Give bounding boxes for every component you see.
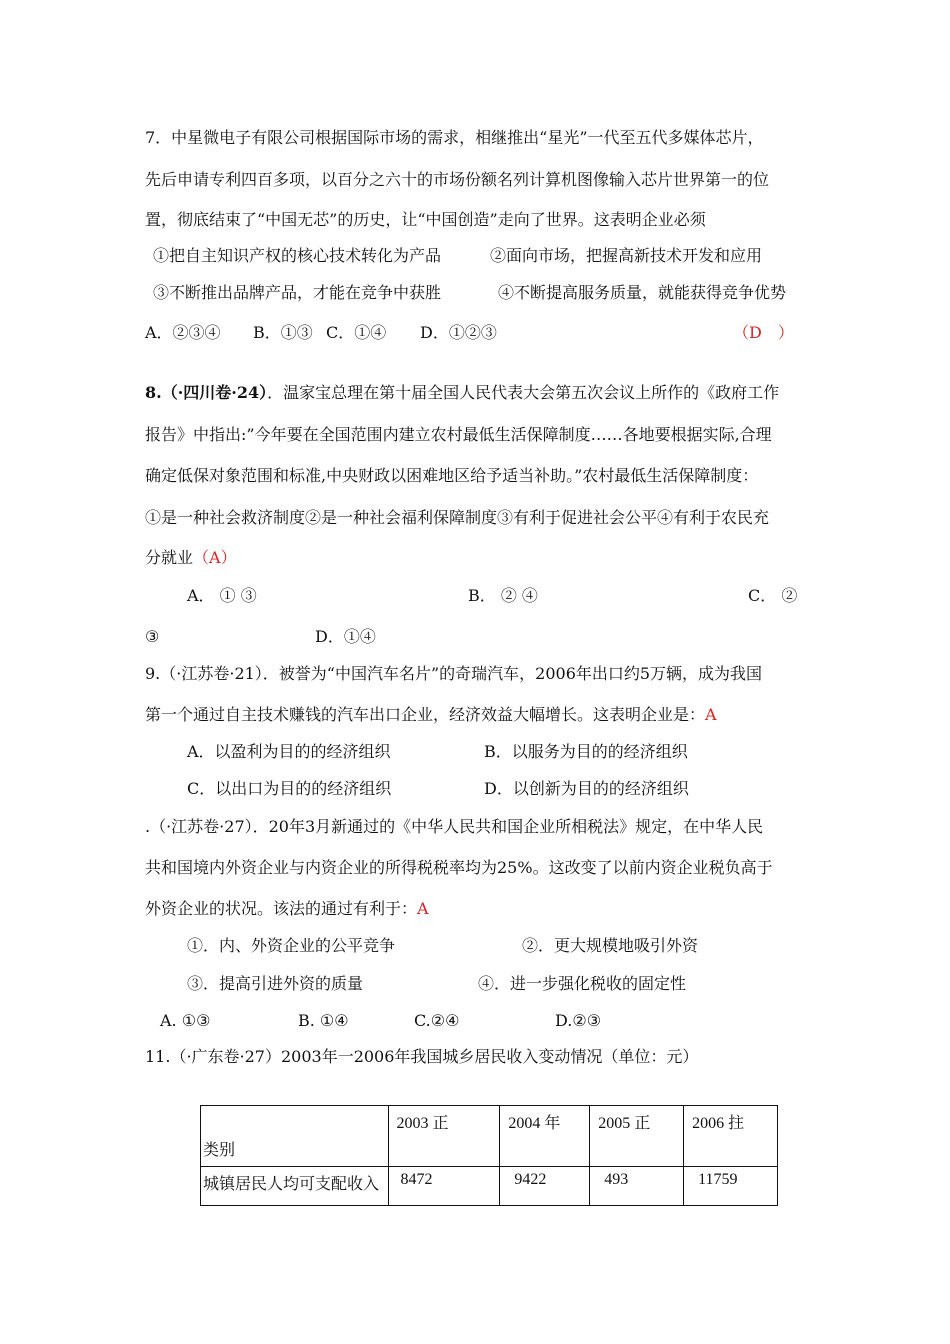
q8-choice-a: A． ① ③ <box>187 586 257 605</box>
q9-option-a: A．以盈利为目的的经济组织 <box>187 742 391 761</box>
q11-line1: 11.（·广东卷·27）2003年一2006年我国城乡居民收入变动情况（单位：元） <box>145 1047 699 1066</box>
q10-option-4: ④．进一步强化税收的固定性 <box>478 974 687 993</box>
q7-option-2: ②面向市场，把握高新技术开发和应用 <box>490 246 763 265</box>
q10-option-1: ①．内、外资企业的公平竞争 <box>187 936 396 955</box>
table-cell: 11759 <box>684 1167 778 1206</box>
q8-line5-text: 分就业 <box>145 548 194 567</box>
q7-line3: 置，彻底结束了“中国无芯”的历史，让“中国创造”走向了世界。这表明企业必须 <box>145 210 706 229</box>
q7-choice-d: D．①②③ <box>420 323 497 342</box>
q8-choice-d: D．①④ <box>315 627 376 646</box>
income-table <box>200 1105 778 1206</box>
q8-choice-c: C． ② <box>748 586 798 605</box>
q10-choice-c: C.②④ <box>414 1011 460 1030</box>
q8-line1 <box>145 383 779 403</box>
q8-head: 8.（·四川卷·24） <box>145 383 268 402</box>
q8-line5 <box>145 548 237 568</box>
q10-choice-d: D.②③ <box>555 1011 602 1030</box>
table-row <box>201 1167 778 1206</box>
q9-option-d: D．以创新为目的的经济组织 <box>484 779 689 798</box>
q8-line3: 确定低保对象范围和标准,中央财政以困难地区给予适当补助。”农村最低生活保障制度： <box>145 466 759 485</box>
q7-option-4: ④不断提高服务质量，就能获得竞争优势 <box>498 283 787 302</box>
q7-option-1: ①把自主知识产权的核心技术转化为产品 <box>153 246 442 265</box>
q9-line1: 9.（·江苏卷·21）．被誉为“中国汽车名片”的奇瑞汽车，2006年出口约5万辆，成为我国 <box>145 664 763 683</box>
q8-choice-c-cont: ③ <box>145 627 160 646</box>
q8-line4: ①是一种社会救济制度②是一种社会福利保障制度③有利于促进社会公平④有利于农民充 <box>145 508 770 527</box>
table-header-row <box>201 1106 778 1167</box>
table-year-cell: 2006 拄 <box>684 1106 778 1167</box>
table-cell: 493 <box>590 1167 684 1206</box>
table-cell: 8472 <box>388 1167 500 1206</box>
q10-line1: .（·江苏卷·27）．20年3月新通过的《中华人民共和国企业所相税法》规定，在中华人民 <box>145 817 764 836</box>
q7-line2: 先后申请专利四百多项，以百分之六十的市场份额名列计算机图像输入芯片世界第一的位 <box>145 170 770 189</box>
q9-answer: A <box>705 705 717 724</box>
q9-line2 <box>145 705 717 725</box>
table-year-cell: 2005 正 <box>590 1106 684 1167</box>
q8-line1-text: ．温家宝总理在第十届全国人民代表大会第五次会议上所作的《政府工作 <box>267 383 780 402</box>
q10-choice-a: A. ①③ <box>160 1011 211 1030</box>
q10-option-3: ③．提高引进外资的质量 <box>187 974 364 993</box>
q10-option-2: ②．更大规模地吸引外资 <box>522 936 699 955</box>
table-year-cell: 2003 正 <box>388 1106 500 1167</box>
table-corner-cell: 类别 <box>201 1106 389 1167</box>
q7-choice-b: B．①③ <box>253 323 313 342</box>
q8-line2: 报告》中指出:”今年要在全国范围内建立农村最低生活保障制度……各地要根据实际,合理 <box>145 425 772 444</box>
q10-choice-b: B. ①④ <box>298 1011 349 1030</box>
q9-line2-text: 第一个通过自主技术赚钱的汽车出口企业，经济效益大幅增长。这表明企业是： <box>145 705 706 724</box>
q10-answer: A <box>417 899 429 918</box>
q10-line3 <box>145 899 429 919</box>
q9-option-b: B．以服务为目的的经济组织 <box>484 742 688 761</box>
table-year-cell: 2004 年 <box>500 1106 590 1167</box>
q7-option-3: ③不断推出品牌产品，才能在竞争中获胜 <box>153 283 442 302</box>
q7-line1: 7．中星微电子有限公司根据国际市场的需求，相继推出“星光”一代至五代多媒体芯片， <box>145 128 764 147</box>
q7-choice-c: C．①④ <box>326 323 387 342</box>
q7-answer: （D ） <box>733 323 794 342</box>
q9-option-c: C．以出口为目的的经济组织 <box>187 779 392 798</box>
q7-choice-a: A．②③④ <box>145 323 221 342</box>
table-cell: 9422 <box>500 1167 590 1206</box>
q8-answer: （A） <box>193 548 237 567</box>
table-row-label: 城镇居民人均可支配收入 <box>201 1167 389 1206</box>
q8-choice-b: B． ② ④ <box>468 586 538 605</box>
q10-line2: 共和国境内外资企业与内资企业的所得税税率均为25%。这改变了以前内资企业税负高于 <box>145 858 773 877</box>
q10-line3-text: 外资企业的状况。该法的通过有利于： <box>145 899 418 918</box>
